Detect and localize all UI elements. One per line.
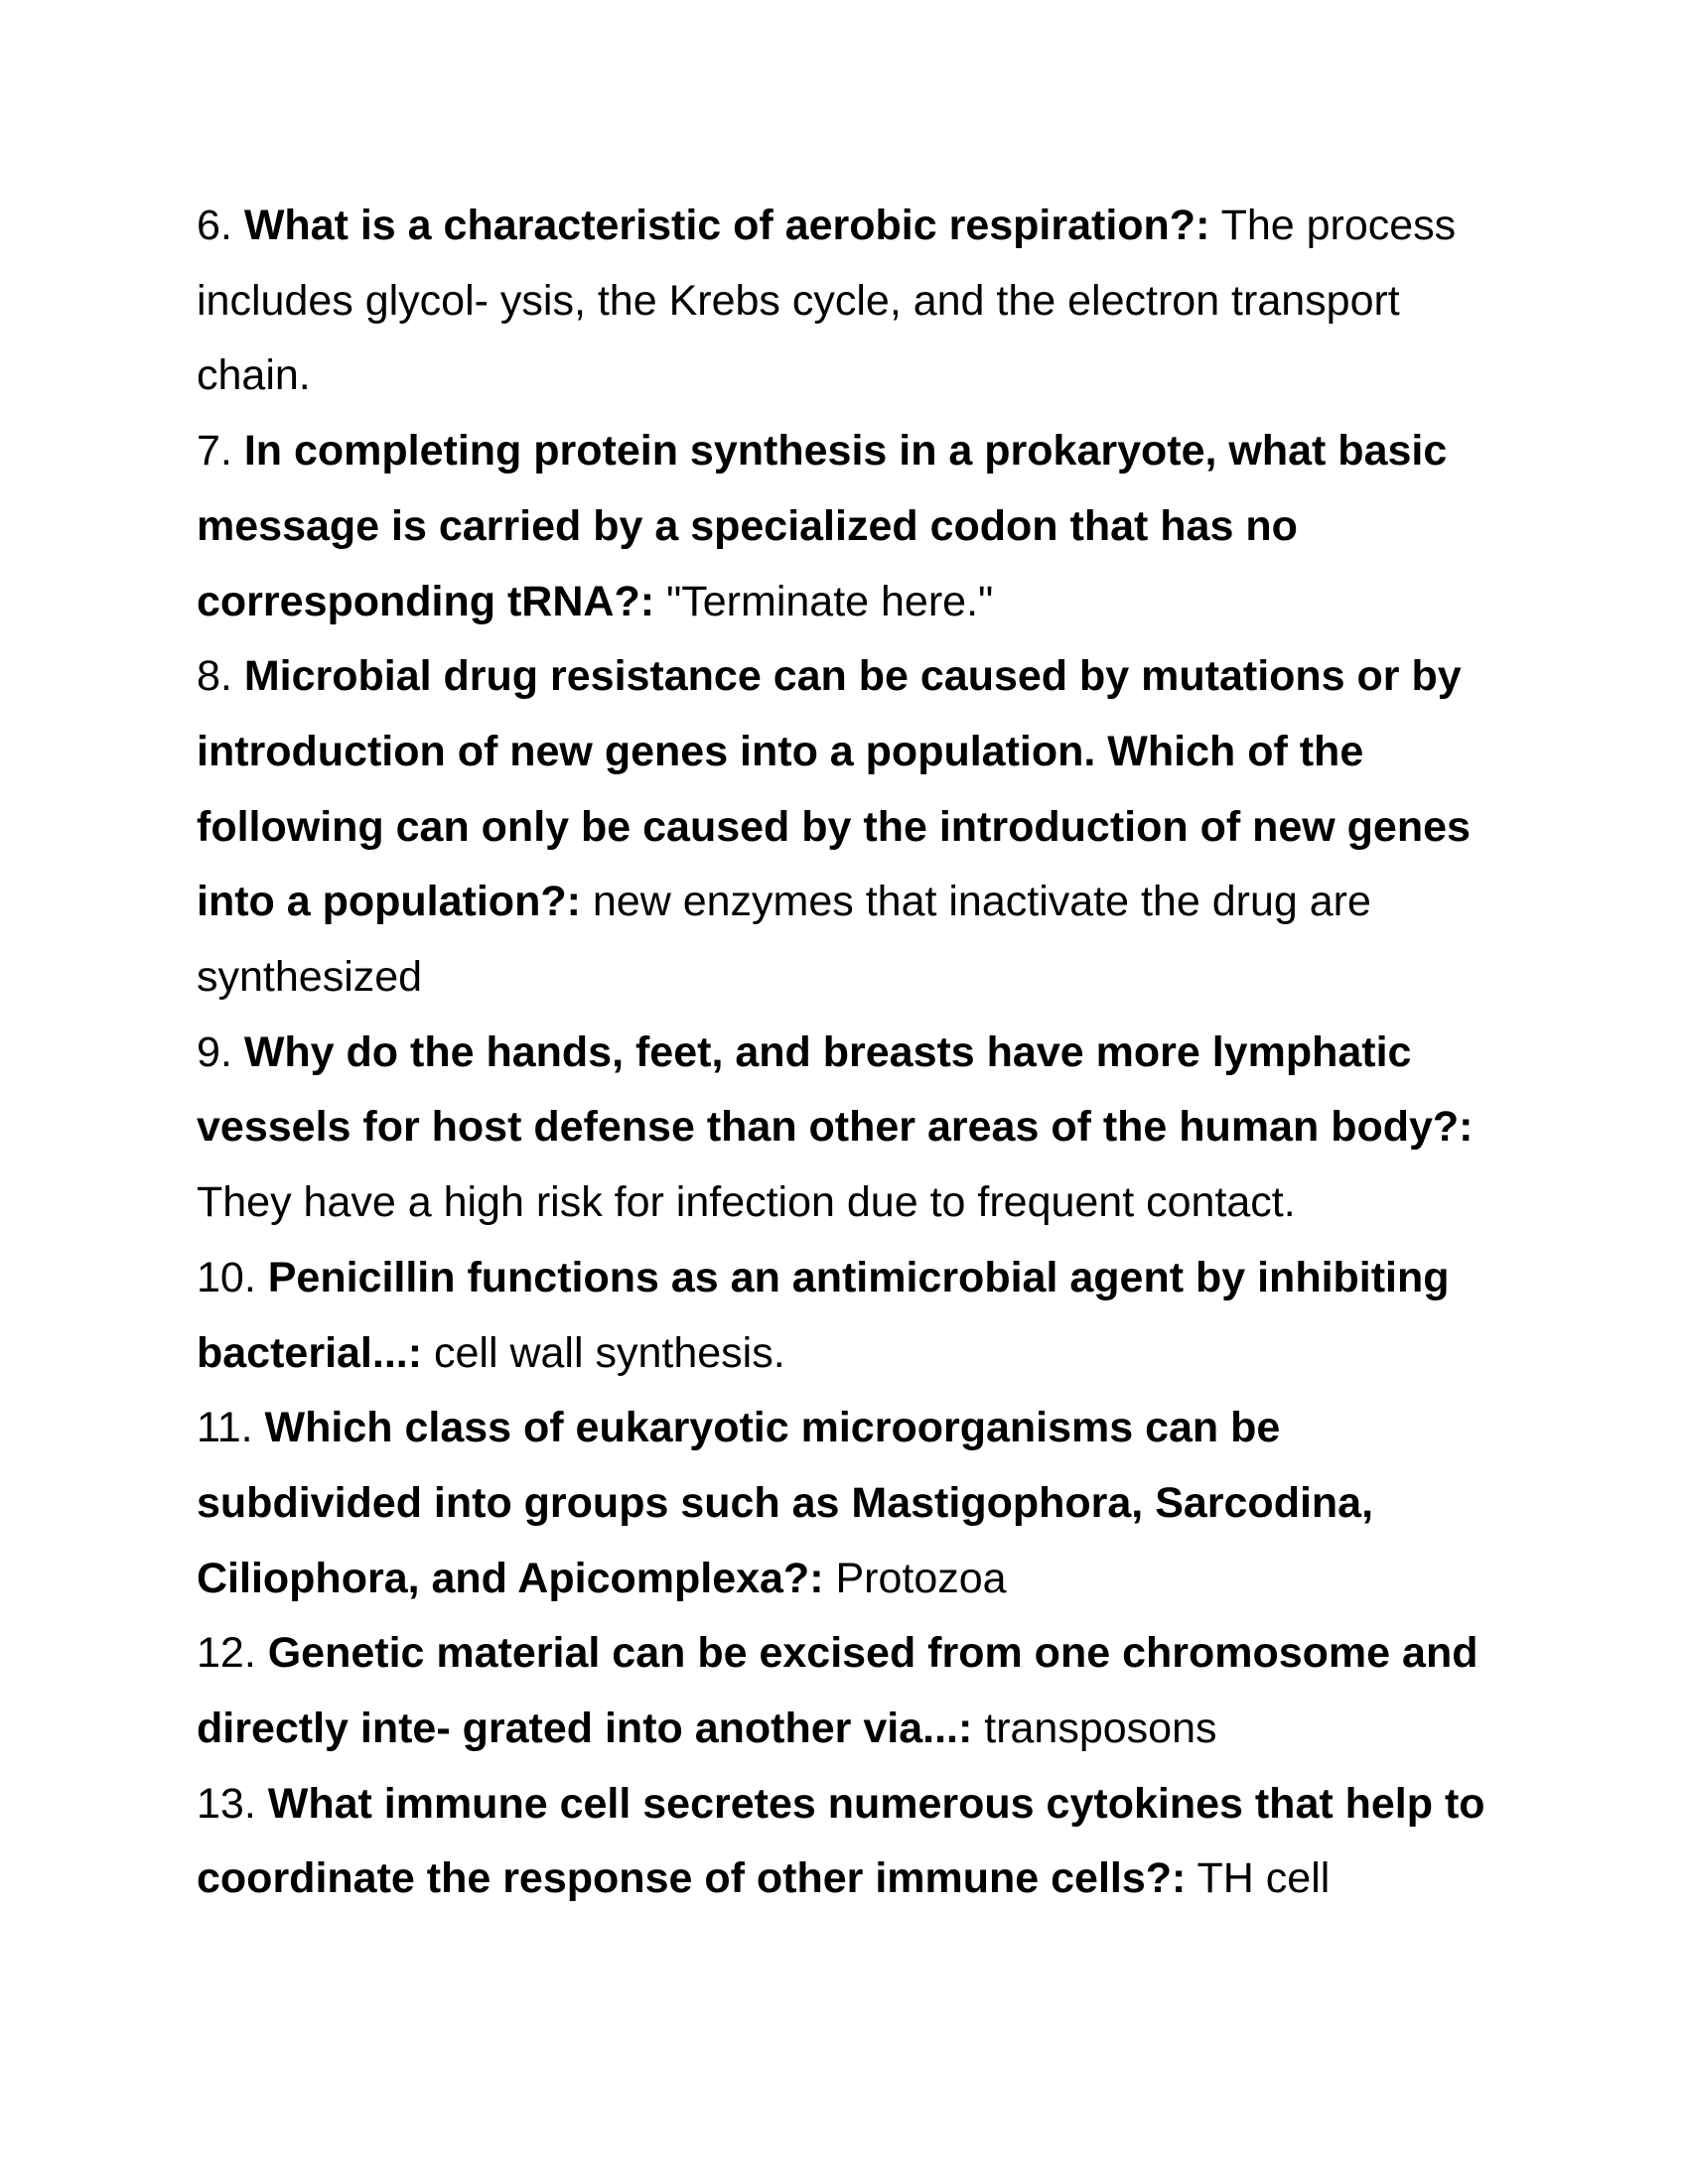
qa-item-10 xyxy=(197,1241,1497,1391)
item-number: 10. xyxy=(197,1253,256,1301)
answer-text: transposons xyxy=(984,1705,1217,1753)
answer-text: The process includes glycol- ysis, the Krebs cycle, and the electron transport chain. xyxy=(197,202,1457,400)
answer-text: They have a high risk for infection due to frequent contact. xyxy=(197,1178,1296,1227)
question-text: Microbial drug resistance can be caused by mutations or by introduction of new genes into a population. Which of the following can only be caused by the introduction of new genes into a population?: xyxy=(197,652,1471,926)
question-text: In completing protein synthesis in a prokaryote, what basic message is carried by a specialized codon that has no corresponding tRNA?: xyxy=(197,427,1448,625)
qa-item-8 xyxy=(197,639,1497,1016)
item-number: 9. xyxy=(197,1027,232,1076)
question-text: Which class of eukaryotic microorganisms can be subdivided into groups such as Mastigophora, Sarcodina, Ciliophora, and Apicomplexa?: xyxy=(197,1404,1374,1602)
qa-item-9 xyxy=(197,1016,1497,1241)
item-number: 12. xyxy=(197,1629,256,1678)
document-page xyxy=(197,189,1497,1917)
item-number: 7. xyxy=(197,427,232,476)
qa-item-12 xyxy=(197,1616,1497,1766)
qa-item-13 xyxy=(197,1767,1497,1917)
question-text: What is a characteristic of aerobic respiration?: xyxy=(243,202,1210,249)
question-text: What immune cell secretes numerous cytokines that help to coordinate the response of other immune cells?: xyxy=(197,1779,1485,1903)
question-text: Genetic material can be excised from one chromosome and directly inte- grated into another via...: xyxy=(197,1629,1478,1753)
question-text: Why do the hands, feet, and breasts have more lymphatic vessels for host defense than other areas of the human body?: xyxy=(197,1027,1474,1152)
item-number: 6. xyxy=(197,202,232,249)
qa-item-7 xyxy=(197,414,1497,639)
answer-text: TH cell xyxy=(1196,1854,1331,1903)
item-number: 11. xyxy=(197,1404,253,1452)
qa-item-6 xyxy=(197,189,1497,414)
answer-text: new enzymes that inactivate the drug are synthesized xyxy=(197,878,1371,1002)
question-text: Penicillin functions as an antimicrobial agent by inhibiting bacterial...: xyxy=(197,1253,1450,1377)
item-number: 8. xyxy=(197,652,232,701)
item-number: 13. xyxy=(197,1779,256,1828)
answer-text: "Terminate here." xyxy=(666,577,994,625)
answer-text: cell wall synthesis. xyxy=(433,1328,785,1377)
answer-text: Protozoa xyxy=(835,1554,1007,1602)
qa-item-11 xyxy=(197,1391,1497,1616)
